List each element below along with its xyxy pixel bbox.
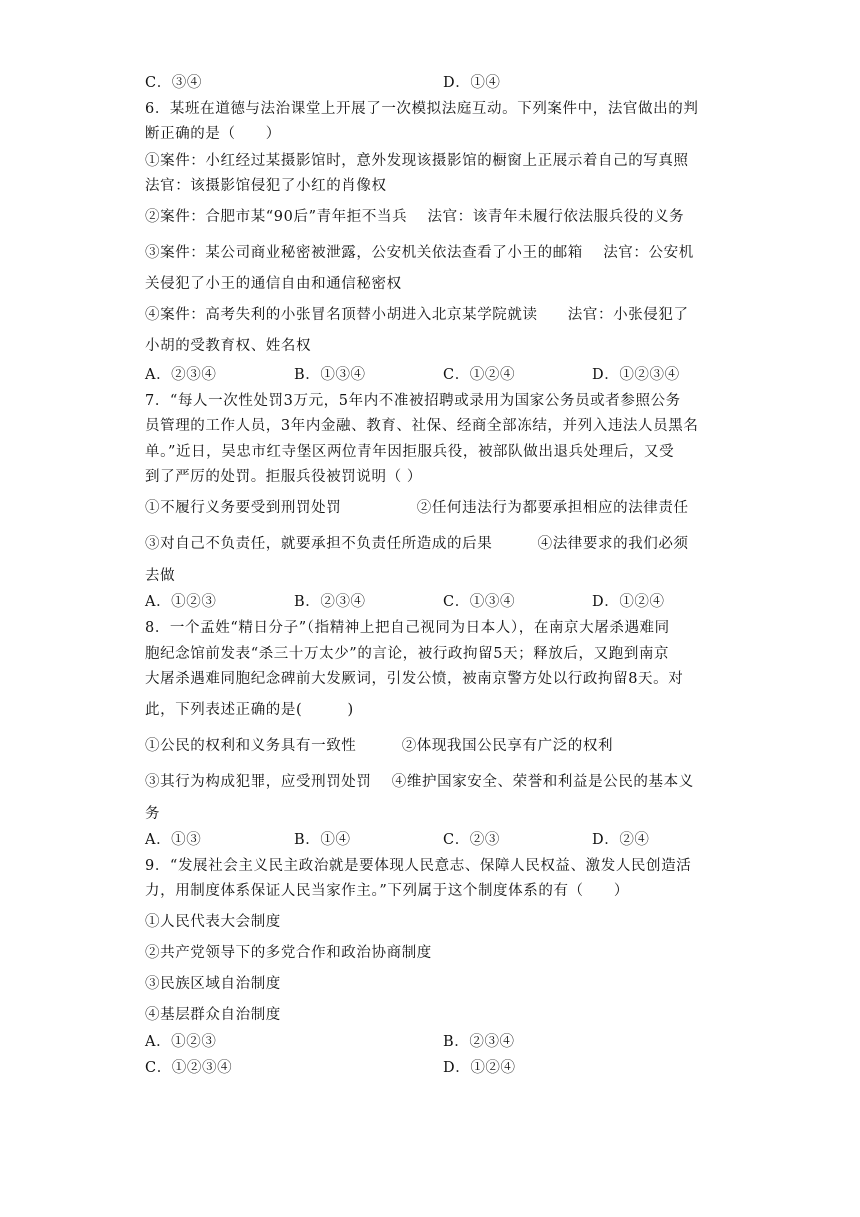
q9-options-row-1: [145, 1032, 725, 1052]
option-c: C．①②③④: [145, 1060, 233, 1076]
q9-item: ②共产党领导下的多党合作和政治协商制度: [145, 945, 432, 961]
option-b: B．②③④: [294, 594, 366, 610]
q6-item: 关侵犯了小王的通信自由和通信秘密权: [145, 276, 402, 292]
option-b: B．①④: [294, 832, 351, 848]
q8-stem-line: 8．一个孟姓“精日分子”（指精神上把自己视同为日本人），在南京大屠杀遇难同: [145, 620, 670, 636]
q7-options: [145, 592, 725, 612]
option-d: D．②④: [592, 832, 650, 848]
option-a: A．①②③: [145, 1034, 217, 1050]
option-b: B．①③④: [294, 367, 366, 383]
q9-item: ①人民代表大会制度: [145, 914, 281, 930]
q6-item: ①案件：小红经过某摄影馆时，意外发现该摄影馆的橱窗上正展示着自己的写真照: [145, 153, 689, 169]
q6-item: 小胡的受教育权、姓名权: [145, 338, 312, 354]
q8-item: 务: [145, 806, 161, 822]
q7-stem-line: 员管理的工作人员，3年内金融、教育、社保、经商全部冻结，并列入违法人员黑名: [145, 418, 699, 434]
q7-stem-line: 7．“每人一次性处罚3万元，5年内不准被招聘或录用为国家公务员或者参照公务: [145, 393, 681, 409]
q7-item: 去做: [145, 568, 176, 584]
q8-stem-line: 大屠杀遇难同胞纪念碑前大发厥词，引发公愤，被南京警方处以行政拘留8天。对: [145, 671, 684, 687]
q9-item: ③民族区域自治制度: [145, 976, 281, 992]
q6-item: ②案件：合肥市某“90后”青年拒不当兵 法官：该青年未履行依法服兵役的义务: [145, 209, 685, 225]
option-b: B．②③④: [443, 1034, 515, 1050]
q6-item: ④案件：高考失利的小张冒名顶替小胡进入北京某学院就读 法官：小张侵犯了: [145, 307, 689, 323]
q6-item: 法官：该摄影馆侵犯了小红的肖像权: [145, 178, 387, 194]
option-c: C．③④: [145, 75, 202, 91]
q9-stem-line: 9．“发展社会主义民主政治就是要体现人民意志、保障人民权益、激发人民创造活: [145, 858, 692, 874]
option-a: A．②③④: [145, 367, 217, 383]
q8-item: ①公民的权利和义务具有一致性 ②体现我国公民享有广泛的权利: [145, 738, 614, 754]
q7-stem-line: 到了严厉的处罚。拒服兵役被罚说明（ ）: [145, 469, 423, 485]
option-c: C．①②④: [443, 367, 516, 383]
option-d: D．①②④: [592, 594, 665, 610]
q8-stem-line: 此，下列表述正确的是( ): [145, 702, 354, 718]
option-d: D．①②④: [443, 1060, 516, 1076]
q6-item: ③案件：某公司商业秘密被泄露，公安机关依法查看了小王的邮箱 法官：公安机: [145, 245, 694, 261]
q8-stem-line: 胞纪念馆前发表“杀三十万太少”的言论，被行政拘留5天；释放后，又跑到南京: [145, 646, 670, 662]
option-c: C．②③: [443, 832, 500, 848]
option-a: A．①③: [145, 832, 202, 848]
option-c: C．①③④: [443, 594, 516, 610]
option-d: D．①②③④: [592, 367, 680, 383]
q9-options-row-2: [145, 1058, 725, 1078]
q9-stem-line: 力，用制度体系保证人民当家作主。”下列属于这个制度体系的有（ ）: [145, 883, 629, 899]
option-d: D．①④: [443, 75, 501, 91]
q7-item: ③对自己不负责任，就要承担不负责任所造成的后果 ④法律要求的我们必须: [145, 536, 689, 552]
q5-options: [145, 73, 725, 93]
q7-stem-line: 单。”近日，吴忠市红寺堡区两位青年因拒服兵役，被部队做出退兵处理后，又受: [145, 444, 675, 460]
option-a: A．①②③: [145, 594, 217, 610]
q8-options: [145, 830, 725, 850]
q6-stem-line: 断正确的是（ ）: [145, 126, 281, 142]
q9-item: ④基层群众自治制度: [145, 1007, 281, 1023]
q6-stem-line: 6．某班在道德与法治课堂上开展了一次模拟法庭互动。下列案件中，法官做出的判: [145, 101, 699, 117]
q7-item: ①不履行义务要受到刑罚处罚 ②任何违法行为都要承担相应的法律责任: [145, 500, 689, 516]
q6-options: [145, 365, 725, 385]
q8-item: ③其行为构成犯罪，应受刑罚处罚 ④维护国家安全、荣誉和利益是公民的基本义: [145, 774, 694, 790]
